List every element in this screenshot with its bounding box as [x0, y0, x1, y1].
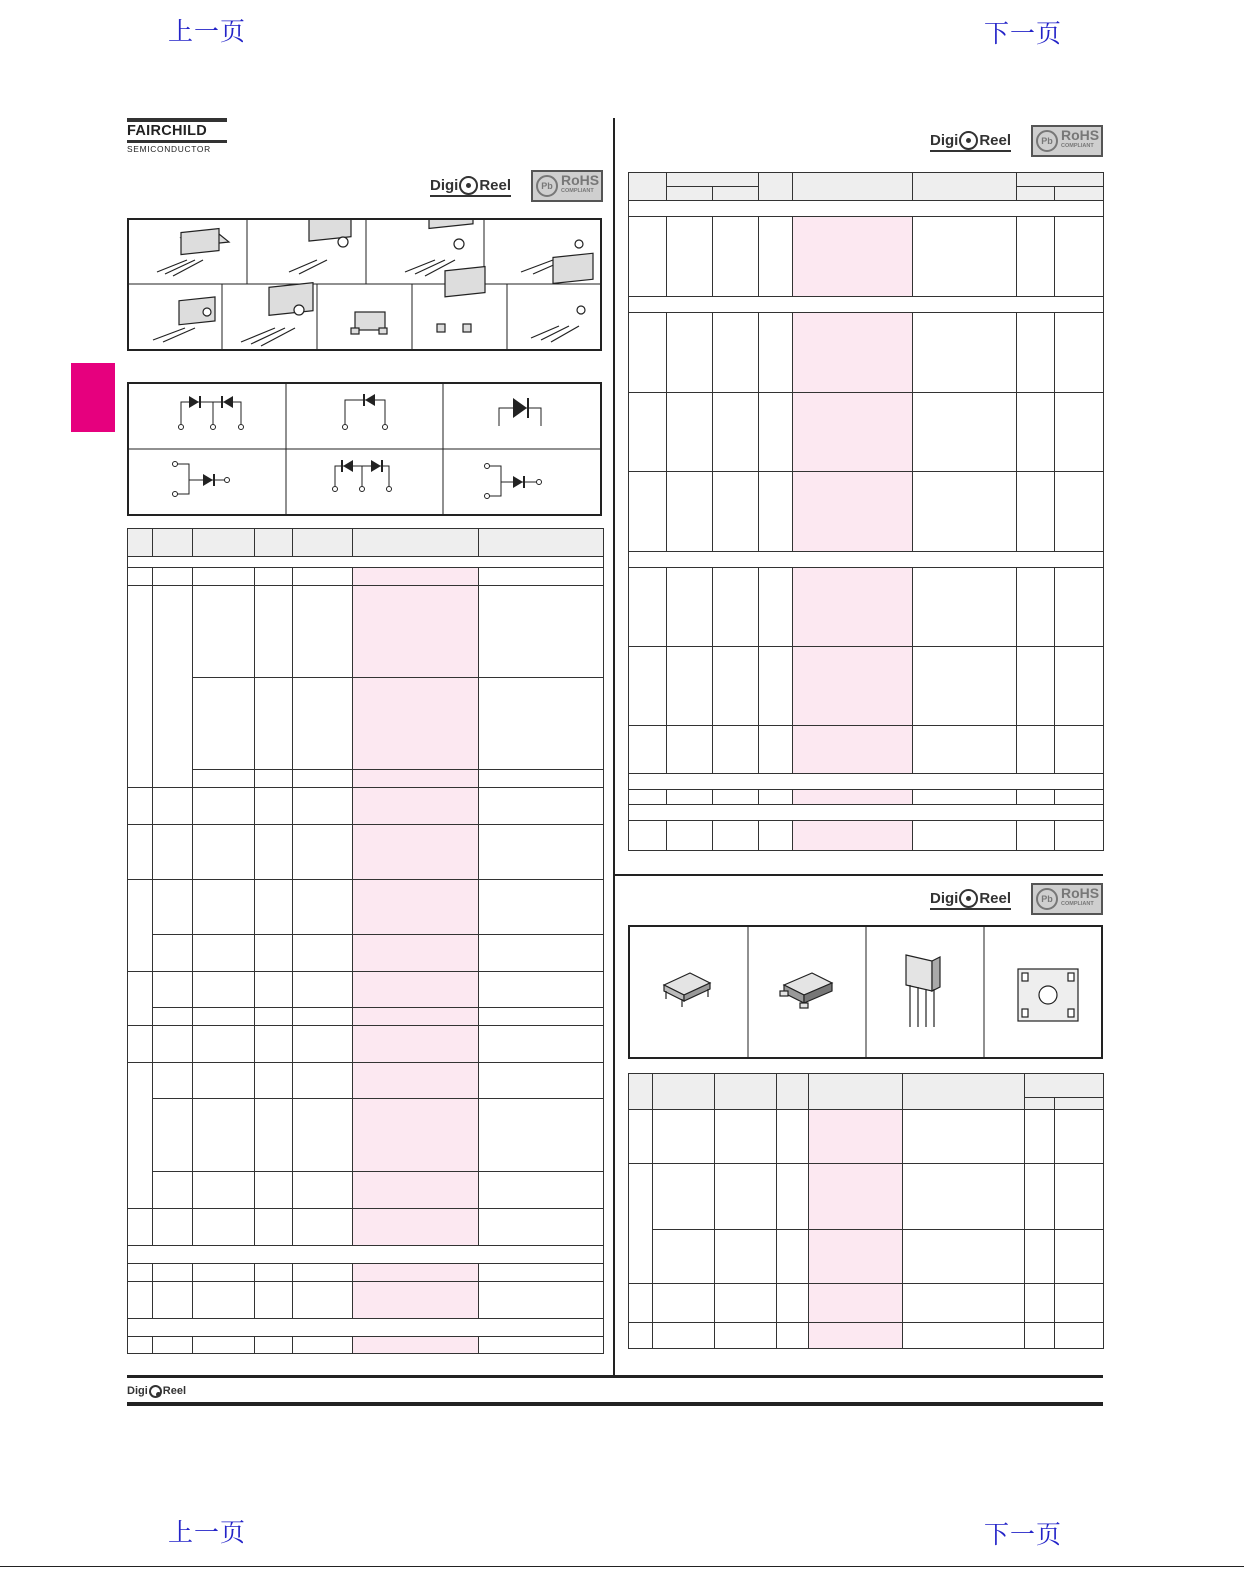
footer-rule-bottom — [127, 1402, 1103, 1406]
bridge-product-table — [628, 1073, 1104, 1349]
digi-label: Digi — [430, 176, 459, 194]
rohs-sub: COMPLIANT — [1061, 901, 1094, 907]
to-3pl-package-icon — [241, 283, 313, 346]
page-edge-line — [0, 1566, 1244, 1567]
bridge-package-frame — [628, 925, 1103, 1059]
digireel-logo-footer — [127, 1383, 186, 1399]
reel-icon — [459, 176, 478, 195]
d2-pak-package-icon — [437, 267, 485, 332]
reel-label: Reel — [979, 889, 1012, 907]
schematic-frame — [127, 382, 602, 516]
reel-icon — [959, 889, 978, 908]
digireel-logo-right-mid — [930, 889, 1011, 910]
footer-rule-top — [127, 1375, 1103, 1378]
package-images-frame — [127, 218, 602, 351]
next-page-link-bottom[interactable]: 下一页 — [984, 1520, 1063, 1549]
rohs-sub: COMPLIANT — [561, 188, 594, 194]
digireel-logo-left — [430, 176, 511, 197]
pb-free-icon: Pb — [1036, 130, 1058, 152]
to-220-package-icon — [157, 229, 229, 276]
rohs-badge-right-mid — [1031, 883, 1103, 915]
pb-free-icon: Pb — [1036, 888, 1058, 910]
column-divider — [613, 118, 615, 1376]
to-220f-package-icon — [289, 220, 351, 274]
rohs-badge-left — [531, 170, 603, 202]
bridge-package-icon — [630, 927, 1101, 1057]
digi-label: Digi — [127, 1385, 148, 1397]
section-tab-marker — [71, 363, 115, 432]
reel-label: Reel — [479, 176, 512, 194]
to-220-2l-package-icon — [153, 297, 215, 342]
section-divider — [615, 874, 1103, 876]
diode-schematic-icon — [129, 384, 600, 514]
digi-label: Digi — [930, 131, 959, 149]
left-product-table — [127, 528, 604, 1354]
to-3p-package-icon — [405, 220, 473, 276]
digireel-logo-right-top — [930, 131, 1011, 152]
right-product-table — [628, 172, 1104, 851]
to-247-3l-package-icon — [531, 253, 593, 342]
logo-sub: SEMICONDUCTOR — [127, 140, 227, 154]
prev-page-link-top[interactable]: 上一页 — [168, 17, 247, 46]
rohs-sub: COMPLIANT — [1061, 143, 1094, 149]
package-drawings — [129, 220, 600, 349]
prev-page-link-bottom[interactable]: 上一页 — [168, 1518, 247, 1547]
rohs-label: RoHS — [561, 172, 600, 188]
pb-free-icon: Pb — [536, 175, 558, 197]
digi-label: Digi — [930, 889, 959, 907]
fairchild-logo — [127, 118, 227, 154]
reel-label: Reel — [162, 1385, 187, 1397]
reel-label: Reel — [979, 131, 1012, 149]
next-page-link-top[interactable]: 下一页 — [984, 19, 1063, 48]
logo-name: FAIRCHILD — [127, 123, 208, 139]
rohs-label: RoHS — [1061, 885, 1100, 901]
d-pak-package-icon — [351, 312, 387, 334]
reel-icon — [149, 1385, 162, 1398]
reel-icon — [959, 131, 978, 150]
rohs-badge-right-top — [1031, 125, 1103, 157]
rohs-label: RoHS — [1061, 127, 1100, 143]
